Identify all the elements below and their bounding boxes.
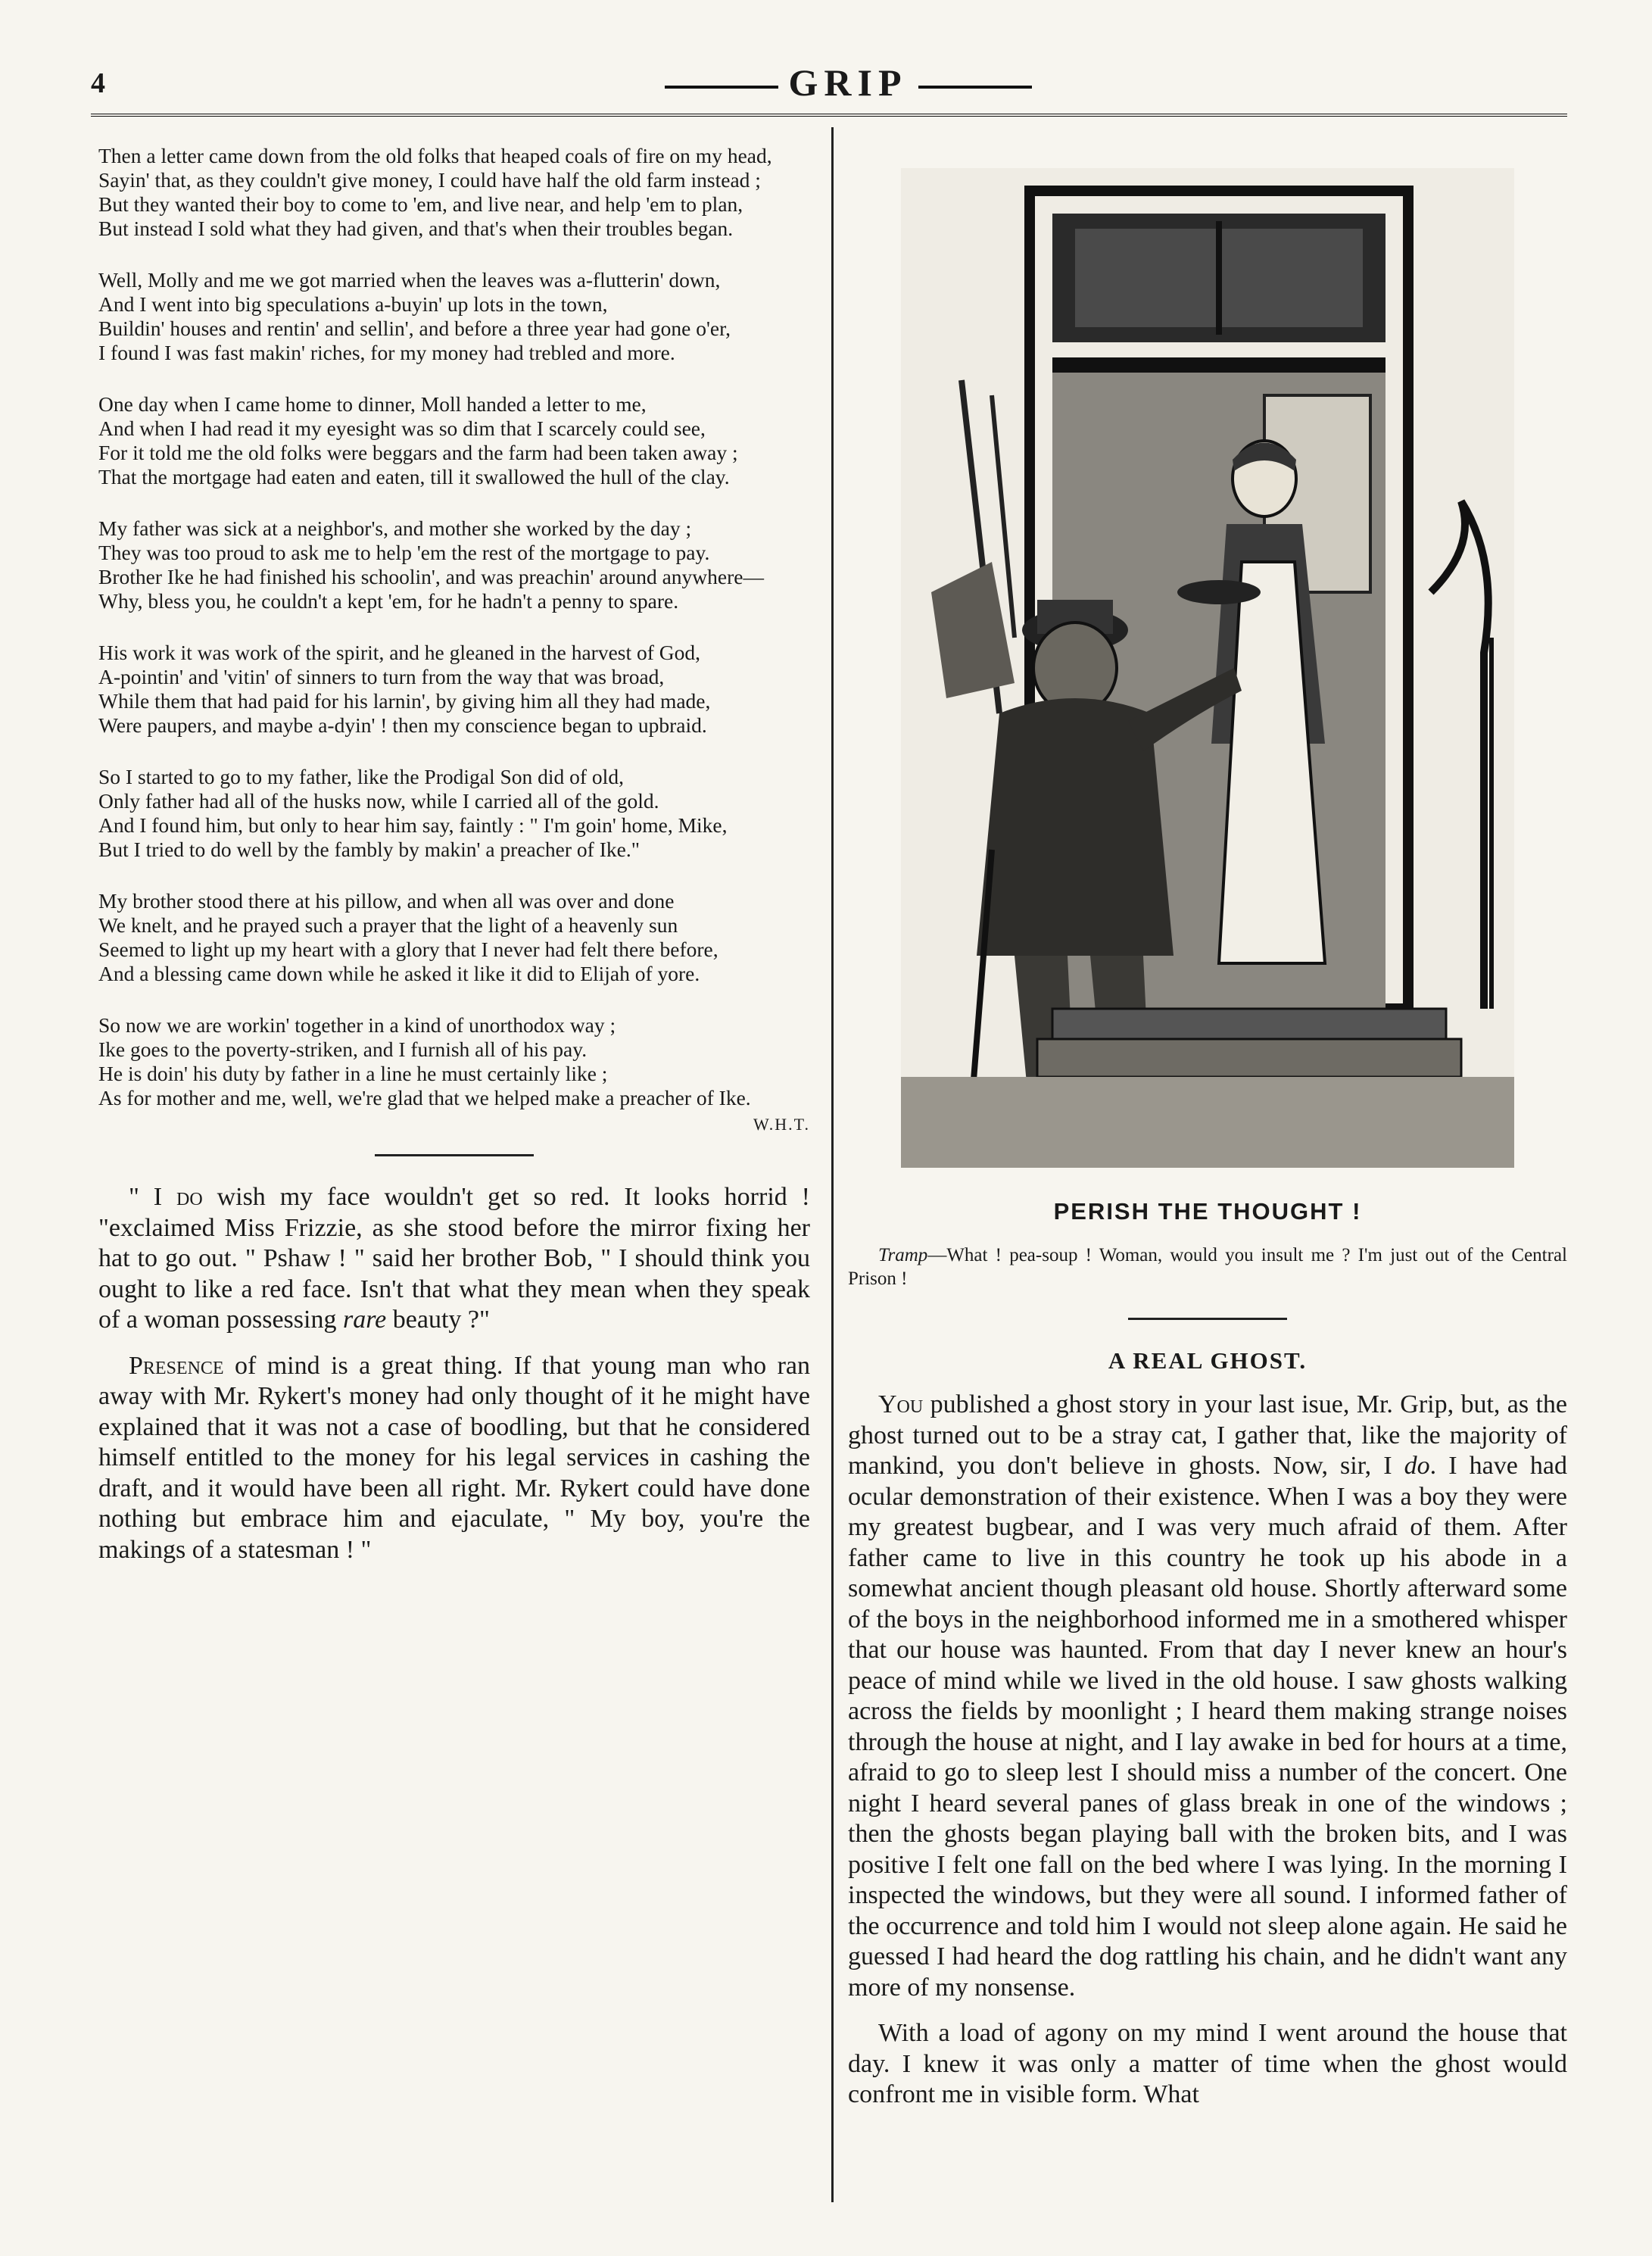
poem-line: Buildin' houses and rentin' and sellin', and before a three year had gone o'er, bbox=[98, 317, 731, 340]
poem-line: And when I had read it my eyesight was so dim that I scarcely could see, bbox=[98, 417, 706, 440]
masthead-title: GRIP bbox=[788, 61, 908, 104]
page-number: 4 bbox=[91, 67, 105, 99]
poem-line: Were paupers, and maybe a-dyin' ! then my conscience began to upbraid. bbox=[98, 713, 707, 737]
cartoon-illustration bbox=[901, 168, 1514, 1168]
poem-stanza bbox=[98, 516, 810, 613]
poem-stanza bbox=[98, 268, 810, 365]
article-divider bbox=[1128, 1318, 1287, 1320]
poem-line: So now we are workin' together in a kind of unorthodox way ; bbox=[98, 1013, 616, 1037]
page-header bbox=[91, 53, 1567, 114]
cartoon-engraving bbox=[901, 168, 1514, 1168]
poem-line: His work it was work of the spirit, and he gleaned in the harvest of God, bbox=[98, 641, 701, 664]
article-italic: do bbox=[1404, 1452, 1430, 1480]
poem-line: And I found him, but only to hear him say, faintly : " I'm goin' home, Mike, bbox=[98, 813, 728, 837]
poem-line: That the mortgage had eaten and eaten, till it swallowed the hull of the clay. bbox=[98, 465, 730, 488]
frizzie-tail: beauty ?" bbox=[386, 1306, 490, 1334]
article-tail: . I have had ocular demonstration of their existence. When I was a boy they were my greatest bugbear, and I was very much afraid of them. After father came to live in this country he took up his abode in a somewhat ancient though pleasant old house. Shortly afterward some of the boys in the neighborhood informed me in a smothered whisper that our house was haunted. From that day I never knew an hour's peace of mind while we lived in the old house. I saw ghosts walking across the fields by moonlight ; I heard them making strange noises through the house at night, and I lay awake in bed for hours at a time, afraid to go to sleep lest I should miss a number of the concert. One night I heard several panes of glass break in one of the windows ; then the ghosts began playing ball with the broken bits, and I was positive I felt one fall on the bed where I was lying. In the morning I inspected the windows, but they were all sound. I informed father of the occurrence and told him I would not sleep alone again. He said he guessed I had heard the dog rattling his chain, and he didn't want any more of my nonsense. bbox=[848, 1452, 1567, 2002]
masthead bbox=[621, 61, 1075, 105]
article-text: With a load of agony on my mind I went around the house that day. I knew it was only a matter of time when the ghost would confront me in visible form. What bbox=[848, 2019, 1567, 2108]
poem-line: Sayin' that, as they couldn't give money, I could have half the old farm instead ; bbox=[98, 168, 761, 192]
poem-stanza bbox=[98, 889, 810, 986]
poem bbox=[98, 144, 810, 1110]
frizzie-lead: " I do bbox=[129, 1183, 203, 1211]
presence-paragraph bbox=[98, 1351, 810, 1566]
presence-lead: Presence bbox=[129, 1351, 224, 1380]
poem-line: My brother stood there at his pillow, and when all was over and done bbox=[98, 889, 675, 913]
poem-line: But I tried to do well by the fambly by makin' a preacher of Ike." bbox=[98, 838, 640, 861]
header-divider bbox=[91, 114, 1567, 117]
poem-line: I found I was fast makin' riches, for my money had trebled and more. bbox=[98, 341, 675, 364]
presence-text: of mind is a great thing. If that young man who ran away with Mr. Rykert's money had only thought of it he might have explained that it was not a case of boodling, but that he considered himself entitled to the money for his legal services in cashing the draft, and it would have been all right. Mr. Rykert could have done nothing but embrace him and ejaculate, " My boy, you're the makings of a statesman ! " bbox=[98, 1351, 810, 1564]
article-paragraph bbox=[848, 2018, 1567, 2111]
poem-line: But instead I sold what they had given, and that's when their troubles began. bbox=[98, 217, 734, 240]
frizzie-paragraph bbox=[98, 1182, 810, 1336]
poem-stanza bbox=[98, 641, 810, 738]
poem-line: Ike goes to the poverty-striken, and I furnish all of his pay. bbox=[98, 1038, 588, 1061]
frizzie-text: wish my face wouldn't get so red. It looks horrid ! "exclaimed Miss Frizzie, as she stood before the mirror fixing her hat to go out. " Pshaw ! " said her brother Bob, " I should think you ought to like a red face. Isn't that what they mean when they speak of a woman possessing bbox=[98, 1183, 810, 1334]
article-text: published a ghost story in your last isue, Mr. Grip, but, as the ghost turned out to be a stray cat, I gather that, like the majority of mankind, you don't believe in ghosts. Now, sir, I bbox=[848, 1390, 1567, 1480]
poem-line: We knelt, and he prayed such a prayer that the light of a heavenly sun bbox=[98, 913, 678, 937]
poem-line: As for mother and me, well, we're glad that we helped make a preacher of Ike. bbox=[98, 1086, 751, 1109]
poem-signature: W.H.T. bbox=[753, 1115, 810, 1134]
poem-line: And I went into big speculations a-buyin' up lots in the town, bbox=[98, 292, 608, 316]
poem-line: While them that had paid for his larnin', by giving him all they had made, bbox=[98, 689, 711, 713]
left-column bbox=[98, 144, 810, 2204]
right-column bbox=[848, 144, 1567, 2204]
poem-line: Seemed to light up my heart with a glory that I never had felt there before, bbox=[98, 938, 718, 961]
poem-line: Then a letter came down from the old folks that heaped coals of fire on my head, bbox=[98, 144, 772, 167]
article-paragraph bbox=[848, 1390, 1567, 2003]
frizzie-italic: rare bbox=[342, 1306, 387, 1334]
section-divider bbox=[375, 1154, 534, 1156]
cartoon-speaker: Tramp bbox=[878, 1245, 928, 1265]
poem-line: And a blessing came down while he asked it like it did to Elijah of yore. bbox=[98, 962, 700, 985]
cartoon-caption bbox=[848, 1243, 1567, 1290]
poem-stanza bbox=[98, 765, 810, 862]
poem-stanza bbox=[98, 392, 810, 489]
poem-line: Well, Molly and me we got married when the leaves was a-flutterin' down, bbox=[98, 268, 721, 292]
cartoon-title: PERISH THE THOUGHT ! bbox=[1053, 1198, 1362, 1225]
article-lead: You bbox=[878, 1390, 924, 1418]
poem-line: Why, bless you, he couldn't a kept 'em, for he hadn't a penny to spare. bbox=[98, 589, 679, 613]
poem-line: So I started to go to my father, like the Prodigal Son did of old, bbox=[98, 765, 624, 788]
poem-stanza bbox=[98, 144, 810, 241]
poem-line: Only father had all of the husks now, while I carried all of the gold. bbox=[98, 789, 659, 813]
poem-line: They was too proud to ask me to help 'em the rest of the mortgage to pay. bbox=[98, 541, 710, 564]
article-title: A REAL GHOST. bbox=[1108, 1347, 1308, 1374]
cartoon-dialogue: —What ! pea-soup ! Woman, would you insult me ? I'm just out of the Central Prison ! bbox=[848, 1245, 1567, 1289]
poem-line: Brother Ike he had finished his schoolin', and was preachin' around anywhere— bbox=[98, 565, 764, 588]
poem-line: One day when I came home to dinner, Moll handed a letter to me, bbox=[98, 392, 647, 416]
poem-line: But they wanted their boy to come to 'em, and live near, and help 'em to plan, bbox=[98, 192, 743, 216]
masthead-rule-left bbox=[665, 86, 778, 89]
poem-line: My father was sick at a neighbor's, and mother she worked by the day ; bbox=[98, 516, 692, 540]
poem-stanza bbox=[98, 1013, 810, 1110]
poem-line: For it told me the old folks were beggars and the farm had been taken away ; bbox=[98, 441, 738, 464]
masthead-rule-right bbox=[918, 86, 1032, 89]
column-divider bbox=[831, 127, 834, 2202]
poem-line: A-pointin' and 'vitin' of sinners to turn from the way that was broad, bbox=[98, 665, 665, 688]
poem-line: He is doin' his duty by father in a line he must certainly like ; bbox=[98, 1062, 608, 1085]
